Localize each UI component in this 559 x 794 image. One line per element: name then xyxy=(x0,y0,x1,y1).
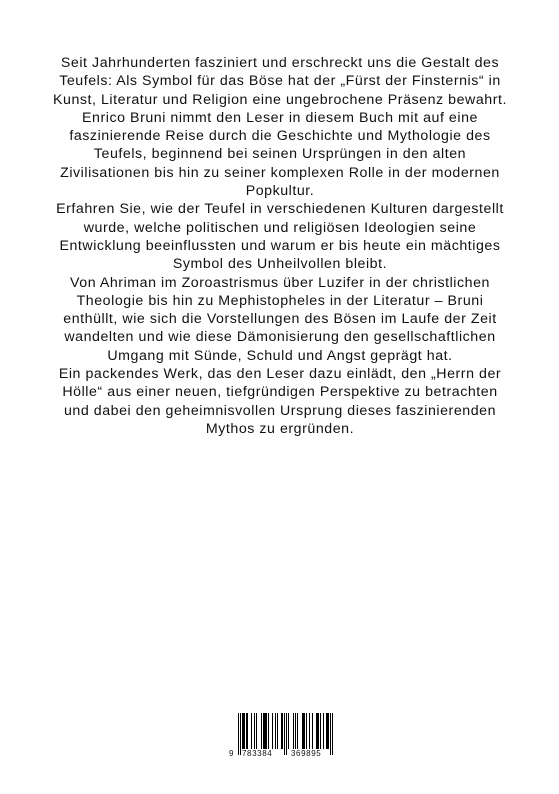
barcode-bar xyxy=(238,713,239,755)
barcode-right-digits: 369895 xyxy=(291,749,322,758)
barcode-bar xyxy=(297,713,298,749)
barcode-bar xyxy=(266,713,267,749)
barcode-bar xyxy=(282,713,283,749)
barcode-left-digits: 783384 xyxy=(242,749,273,758)
barcode-bar xyxy=(242,713,243,749)
barcode-bar xyxy=(243,713,244,749)
barcode-bar xyxy=(256,713,257,749)
barcode-bar xyxy=(326,713,327,749)
barcode-bar xyxy=(246,713,247,749)
barcode-bar xyxy=(288,713,289,749)
barcode-bar xyxy=(251,713,252,749)
barcode-bar xyxy=(302,713,303,749)
back-cover-blurb xyxy=(50,54,510,438)
barcode-bar xyxy=(330,713,331,755)
barcode-bar xyxy=(247,713,248,749)
barcode-bar xyxy=(328,713,329,749)
barcode-bar xyxy=(318,713,319,749)
barcode-bar xyxy=(286,713,287,755)
barcode-bar xyxy=(316,713,317,749)
barcode-bar xyxy=(261,713,262,749)
barcode-bar xyxy=(327,713,328,749)
barcode-bar xyxy=(306,713,307,749)
barcode-bar xyxy=(244,713,245,749)
barcode-bar xyxy=(272,713,273,749)
barcode-bar xyxy=(304,713,305,749)
barcode-bar xyxy=(293,713,294,749)
barcode-bar xyxy=(284,713,285,755)
isbn-barcode xyxy=(227,711,345,763)
barcode-bar xyxy=(277,713,278,749)
barcode-bar xyxy=(323,713,324,749)
blurb-paragraph: Von Ahriman im Zoroastrismus über Luzifer in der christlichen Theologie bis hin zu Mephistopheles in der Literatur – Bruni enthüllt, wie sich die Vorstellungen des Bösen im Laufe der Zeit wandelten und wie diese Dämonisierung den gesellschaftlichen Umgang mit Sünde, Schuld und Angst geprägt hat. xyxy=(63,274,497,364)
blurb-paragraph: Erfahren Sie, wie der Teufel in verschiedenen Kulturen dargestellt wurde, welche politischen und religiösen Ideologien seine Entwicklung beeinflussten und warum er bis heute ein mächtiges Symbol des Unheilvollen bleibt. xyxy=(56,201,504,273)
barcode-bar xyxy=(320,713,321,749)
barcode-first-digit: 9 xyxy=(229,749,235,758)
barcode-bar xyxy=(265,713,266,749)
barcode-bar xyxy=(317,713,318,749)
barcode-bar xyxy=(268,713,269,749)
barcode-bar xyxy=(263,713,264,749)
barcode-bar xyxy=(264,713,265,749)
barcode-bar xyxy=(254,713,255,749)
blurb-paragraph: Seit Jahrhunderten fasziniert und erschreckt uns die Gestalt des Teufels: Als Symbol für das Böse hat der „Fürst der Finsternis“ in Kunst, Literatur und Religion eine ungebrochene Präsenz bewahrt. Enrico Bruni nimmt den Leser in diesem Buch mit auf eine faszinierende Reise durch die Geschichte und Mythologie des Teufels, beginnend bei seinen Ursprüngen in den alten Zivilisationen bis hin zu seiner komplexen Rolle in der modernen Popkultur. xyxy=(52,55,507,200)
barcode-bar xyxy=(295,713,296,749)
barcode-bar xyxy=(303,713,304,749)
barcode-bar xyxy=(309,713,310,749)
barcode-bar xyxy=(332,713,333,755)
barcode-bar xyxy=(281,713,282,749)
barcode-bar xyxy=(275,713,276,749)
barcode-bar xyxy=(312,713,313,749)
blurb-paragraph: Ein packendes Werk, das den Leser dazu einlädt, den „Herrn der Hölle“ aus einer neuen, tiefgründigen Perspektive zu betrachten und dabei den geheimnisvollen Ursprung dieses faszinierenden Mythos zu ergründen. xyxy=(58,366,502,437)
